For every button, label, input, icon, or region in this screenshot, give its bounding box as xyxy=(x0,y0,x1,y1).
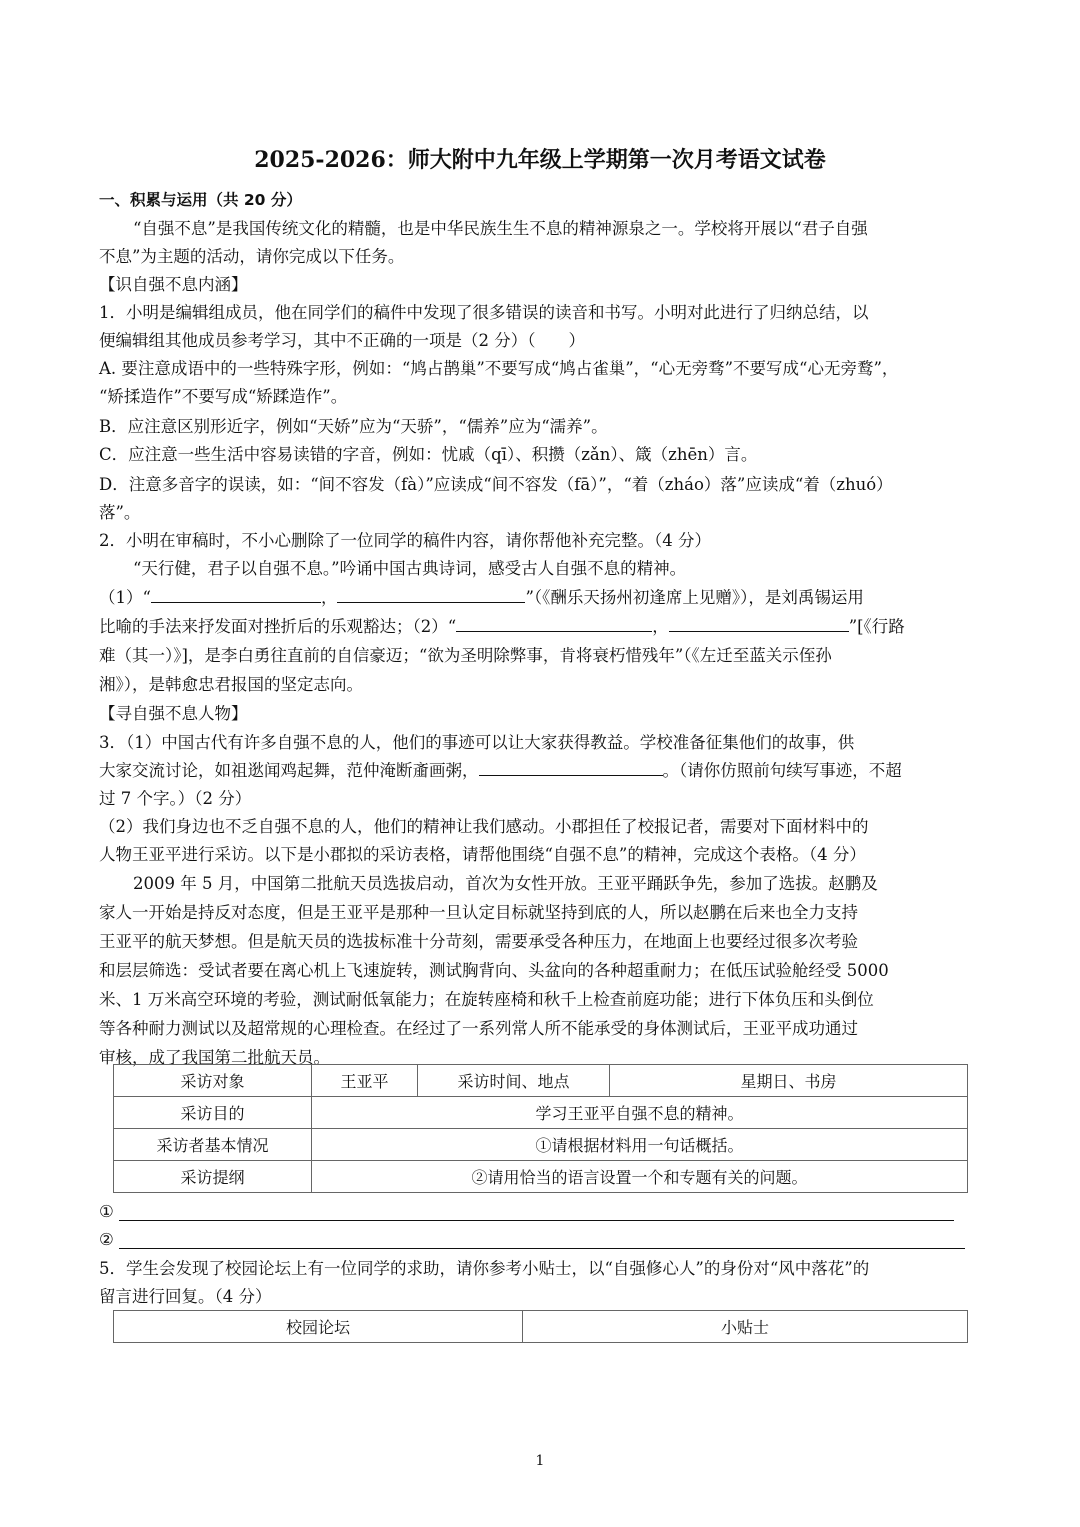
fill-blank[interactable] xyxy=(669,613,849,632)
material-paragraph: 王亚平的航天梦想。但是航天员的选拔标准十分苛刻，需要承受各种压力，在地面上也要经过很多次考验 xyxy=(99,932,858,951)
subsection-heading: 【寻自强不息人物】 xyxy=(99,704,248,723)
subsection-heading: 【识自强不息内涵】 xyxy=(99,275,248,294)
question-5-line: 留言进行回复。（4 分） xyxy=(99,1287,272,1306)
option-d: D．注意多音字的误读，如：“间不容发（fà）”应读成“间不容发（fā）”，“着（zháo）落”应读成“着（zhuó） xyxy=(99,475,893,494)
question-1-stem: 1．小明是编辑组成员，他在同学们的稿件中发现了很多错误的读音和书写。小明对此进行了归纳总结，以 xyxy=(99,303,869,322)
fill-blank[interactable] xyxy=(151,584,321,603)
page-number: 1 xyxy=(535,1453,545,1469)
question-3-line: 3．（1）中国古代有许多自强不息的人，他们的事迹可以让大家获得教益。学校准备征集他们的故事，供 xyxy=(99,733,855,752)
question-2-line: 比喻的手法来抒发面对挫折后的乐观豁达；（2）“ ， ”[《行路 xyxy=(99,613,984,640)
question-2-lead: “天行健，君子以自强不息。”吟诵中国古典诗词，感受古人自强不息的精神。 xyxy=(133,559,687,578)
material-paragraph: 等各种耐力测试以及超常规的心理检查。在经过了一系列常人所不能承受的身体测试后，王亚平成功通过 xyxy=(99,1019,858,1038)
intro-line: 不息”为主题的活动，请你完成以下任务。 xyxy=(99,247,405,266)
page-title: 2025-2026：师大附中九年级上学期第一次月考语文试卷 xyxy=(254,147,826,173)
option-a: “矫揉造作”不要写成“矫蹂造作”。 xyxy=(99,387,348,406)
material-paragraph: 和层层筛选：受试者要在离心机上飞速旋转，测试胸背向、头盆向的各种超重耐力；在低压试验舱经受 5000 xyxy=(99,961,889,980)
question-3-line: 人物王亚平进行采访。以下是小郡拟的采访表格，请帮他围绕“自强不息”的精神，完成这个表格。（4 分） xyxy=(99,845,866,864)
table-row: 采访者基本情况 ①请根据材料用一句话概括。 xyxy=(114,1129,968,1161)
question-3-line: 过 7 个字。）（2 分） xyxy=(99,789,252,808)
table-row: 采访提纲 ②请用恰当的语言设置一个和专题有关的问题。 xyxy=(114,1161,968,1193)
option-d: 落”。 xyxy=(99,503,141,522)
interview-table xyxy=(113,1064,968,1193)
table-row: 采访对象 王亚平 采访时间、地点 星期日、书房 xyxy=(114,1065,968,1097)
material-paragraph: 家人一开始是持反对态度，但是王亚平是那种一旦认定目标就坚持到底的人，所以赵鹏在后来也全力支持 xyxy=(99,903,858,922)
question-1-stem: 便编辑组其他成员参考学习，其中不正确的一项是（2 分）（ ） xyxy=(99,331,585,350)
forum-table xyxy=(113,1310,968,1343)
question-2-stem: 2．小明在审稿时，不小心删除了一位同学的稿件内容，请你帮他补充完整。（4 分） xyxy=(99,531,711,550)
table-row: 采访目的 学习王亚平自强不息的精神。 xyxy=(114,1097,968,1129)
option-a: A. 要注意成语中的一些特殊字形，例如：“鸠占鹊巢”不要写成“鸠占雀巢”，“心无旁骛”不要写成“心无旁鹜”， xyxy=(99,359,899,378)
table-row: 校园论坛 小贴士 xyxy=(114,1311,968,1343)
material-paragraph: 2009 年 5 月，中国第二批航天员选拔启动，首次为女性开放。王亚平踊跃争先，参加了选拔。赵鹏及 xyxy=(133,874,878,893)
question-2-line: （1）“ ， ”（《酬乐天扬州初逢席上见赠》），是刘禹锡运用 xyxy=(99,584,984,611)
question-2-line: 湘》），是韩愈忠君报国的坚定志向。 xyxy=(99,675,363,694)
question-3-line: （2）我们身边也不乏自强不息的人，他们的精神让我们感动。小郡担任了校报记者，需要对下面材料中的 xyxy=(99,817,869,836)
option-b: B．应注意区别形近字，例如“天娇”应为“天骄”，“儒养”应为“濡养”。 xyxy=(99,417,608,436)
section-heading: 一、积累与运用（共 20 分） xyxy=(99,191,302,209)
question-5-line: 5．学生会发现了校园论坛上有一位同学的求助，请你参考小贴士，以“自强修心人”的身份对“风中落花”的 xyxy=(99,1259,870,1278)
material-paragraph: 米、1 万米高空环境的考验，测试耐低氧能力；在旋转座椅和秋千上检查前庭功能；进行下体负压和头倒位 xyxy=(99,990,874,1009)
intro-line: “自强不息”是我国传统文化的精髓，也是中华民族生生不息的精神源泉之一。学校将开展以“君子自强 xyxy=(133,219,868,238)
answer-line-2[interactable]: ② xyxy=(99,1228,114,1252)
fill-blank[interactable] xyxy=(456,613,652,632)
question-2-line: 难（其一）》]，是李白勇往直前的自信豪迈；“欲为圣明除弊事，肯将衰朽惜残年”（《左迁至蓝关示侄孙 xyxy=(99,646,832,665)
fill-blank[interactable] xyxy=(337,584,525,603)
option-c: C．应注意一些生活中容易读错的字音，例如：忧戚（qī）、积攒（zǎn）、箴（zhēn）言。 xyxy=(99,445,758,464)
fill-blank[interactable] xyxy=(479,757,663,776)
answer-line-1[interactable]: ① xyxy=(99,1200,114,1224)
material-paragraph: 审核，成了我国第二批航天员。 xyxy=(99,1048,330,1067)
question-3-line: 大家交流讨论，如祖逖闻鸡起舞，范仲淹断齑画粥， 。（请你仿照前句续写事迹，不超 xyxy=(99,757,984,784)
